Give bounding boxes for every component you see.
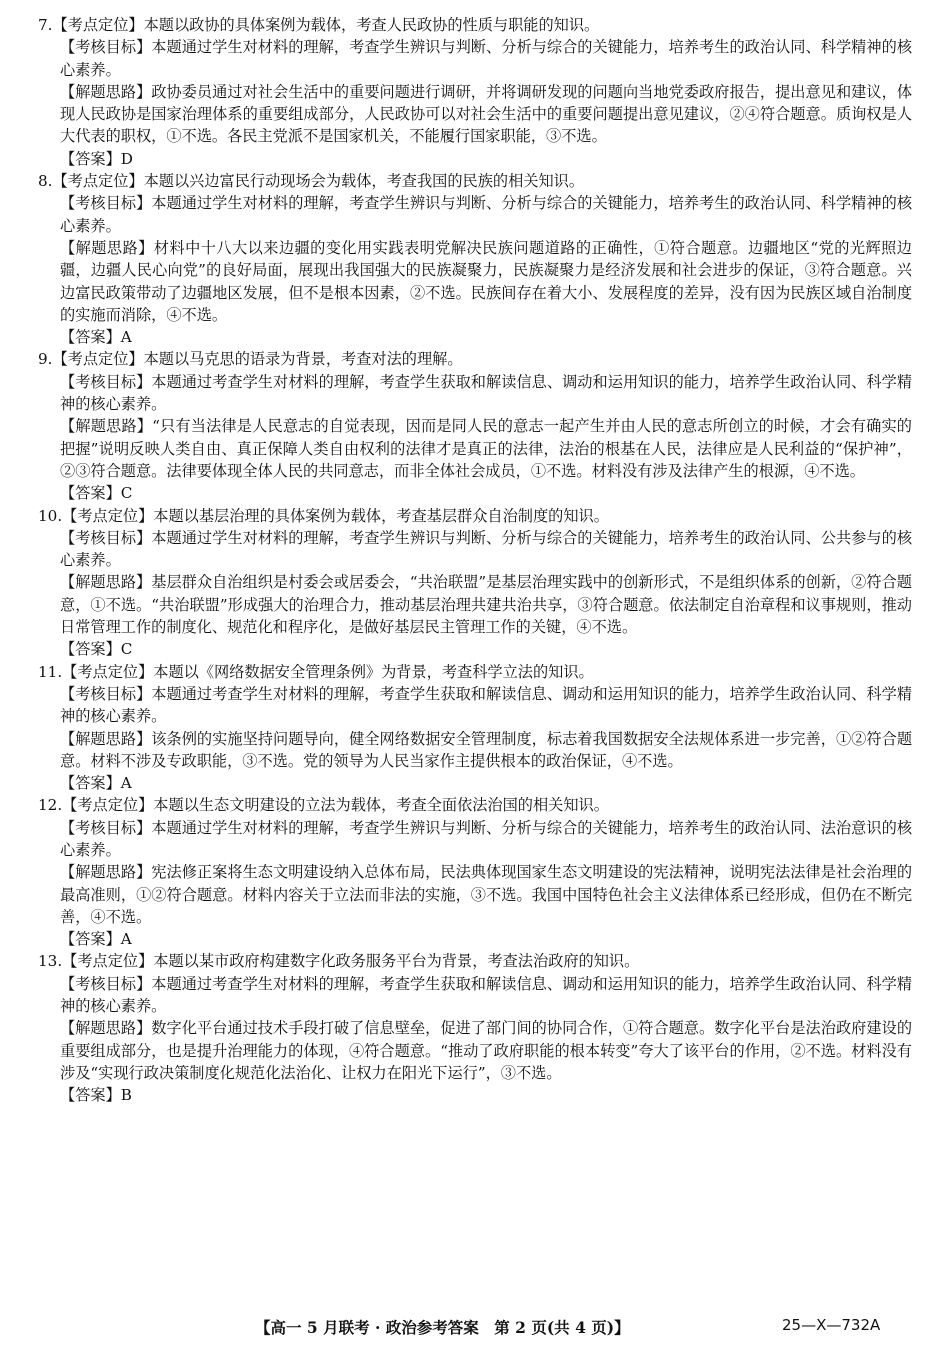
q12-point: 12.【考点定位】本题以生态文明建设的立法为载体，考查全面依法治国的相关知识。: [38, 796, 609, 815]
question-10: [38, 505, 912, 661]
q12-answer: 【答案】A: [60, 930, 132, 949]
q11-answer: 【答案】A: [60, 774, 132, 793]
question-12: [38, 794, 912, 950]
answer-content: [38, 14, 912, 1107]
q10-analysis: 【解题思路】基层群众自治组织是村委会或居委会，“共治联盟”是基层治理实践中的创新形式，不是组织体系的创新，②符合题意，①不选。“共治联盟”形成强大的治理合力，推动基层治理共建共治共享，③符合题意。依法制定自治章程和议事规则，推动日常管理工作的制度化、规范化和程序化，是做好基层民主管理工作的关键，④不选。: [60, 573, 912, 637]
footer-code: 25—X—732A: [782, 1316, 881, 1334]
q13-point: 13.【考点定位】本题以某市政府构建数字化政务服务平台为背景，考查法治政府的知识。: [38, 952, 640, 971]
q13-analysis: 【解题思路】数字化平台通过技术手段打破了信息壁垒，促进了部门间的协同合作，①符合题意。数字化平台是法治政府建设的重要组成部分，也是提升治理能力的体现，④符合题意。“推动了政府职能的根本转变”夸大了该平台的作用，②不选。材料没有涉及“实现行政决策制度化规范化法治化、让权力在阳光下运行”，③不选。: [60, 1019, 912, 1082]
q8-point: 8.【考点定位】本题以兴边富民行动现场会为载体，考查我国的民族的相关知识。: [38, 172, 585, 191]
q9-analysis: 【解题思路】“只有当法律是人民意志的自觉表现，因而是同人民的意志一起产生并由人民的意志所创立的时候，才会有确实的把握”说明反映人类自由、真正保障人类自由权利的法律才是真正的法律，法治的根基在人民，法律应是人民利益的“保护神”，②③符合题意。法律要体现全体人民的共同意志，而非全体社会成员，①不选。材料没有涉及法律产生的根源，④不选。: [60, 417, 912, 480]
q12-analysis: 【解题思路】宪法修正案将生态文明建设纳入总体布局，民法典体现国家生态文明建设的宪法精神，说明宪法法律是社会治理的最高准则，①②符合题意。材料内容关于立法而非法的实施，③不选。我国中国特色社会主义法律体系已经形成，但仍在不断完善，④不选。: [60, 863, 912, 926]
q7-answer: 【答案】D: [60, 149, 133, 168]
question-13: [38, 950, 912, 1106]
q11-goal: 【考核目标】本题通过考查学生对材料的理解，考查学生获取和解读信息、调动和运用知识的能力，培养学生政治认同、科学精神的核心素养。: [60, 684, 912, 726]
q10-answer: 【答案】C: [60, 640, 133, 659]
q10-goal: 【考核目标】本题通过学生对材料的理解，考查学生辨识与判断、分析与综合的关键能力，培养考生的政治认同、公共参与的核心素养。: [60, 528, 912, 570]
question-9: [38, 348, 912, 504]
q9-point: 9.【考点定位】本题以马克思的语录为背景，考查对法的理解。: [38, 350, 463, 369]
q13-answer: 【答案】B: [60, 1086, 132, 1105]
q12-goal: 【考核目标】本题通过学生对材料的理解，考查学生辨识与判断、分析与综合的关键能力，培养考生的政治认同、法治意识的核心素养。: [60, 818, 912, 859]
question-11: [38, 661, 912, 795]
q9-answer: 【答案】C: [60, 484, 133, 503]
q7-point: 7.【考点定位】本题以政协的具体案例为载体，考查人民政协的性质与职能的知识。: [38, 16, 600, 34]
q11-analysis: 【解题思路】该条例的实施坚持问题导向，健全网络数据安全管理制度，标志着我国数据安全法规体系进一步完善，①②符合题意。材料不涉及专政职能，③不选。党的领导为人民当家作主提供根本的政治保证，④不选。: [60, 729, 912, 770]
q7-goal: 【考核目标】本题通过学生对材料的理解，考查学生辨识与判断、分析与综合的关键能力，培养考生的政治认同、科学精神的核心素养。: [60, 38, 912, 79]
q7-analysis: 【解题思路】政协委员通过对社会生活中的重要问题进行调研，并将调研发现的问题向当地党委政府报告，提出意见和建议，体现人民政协是国家治理体系的重要组成部分，人民政协可以对社会生活中的重要问题提出意见建议，②④符合题意。质询权是人大代表的职权，①不选。各民主党派不是国家机关，不能履行国家职能，③不选。: [60, 82, 912, 146]
q13-goal: 【考核目标】本题通过考查学生对材料的理解，考查学生获取和解读信息、调动和运用知识的能力，培养学生政治认同、科学精神的核心素养。: [60, 974, 912, 1016]
q8-analysis: 【解题思路】材料中十八大以来边疆的变化用实践表明党解决民族问题道路的正确性，①符合题意。边疆地区“党的光辉照边疆，边疆人民心向党”的良好局面，展现出我国强大的民族凝聚力，民族凝聚力是经济发展和社会进步的保证，③符合题意。兴边富民政策带动了边疆地区发展，但不是根本因素，②不选。民族间存在着大小、发展程度的差异，没有因为民族区域自治制度的实施而消除，④不选。: [60, 238, 912, 324]
q10-point: 10.【考点定位】本题以基层治理的具体案例为载体，考查基层群众自治制度的知识。: [38, 506, 609, 525]
question-8: [38, 170, 912, 348]
question-7: [38, 14, 912, 170]
q8-answer: 【答案】A: [60, 328, 132, 347]
footer-title: 【高一 5 月联考 · 政治参考答案 第 2 页(共 4 页)】: [255, 1318, 630, 1337]
q8-goal: 【考核目标】本题通过学生对材料的理解，考查学生辨识与判断、分析与综合的关键能力，培养考生的政治认同、科学精神的核心素养。: [60, 194, 912, 235]
q11-point: 11.【考点定位】本题以《网络数据安全管理条例》为背景，考查科学立法的知识。: [38, 662, 594, 681]
q9-goal: 【考核目标】本题通过考查学生对材料的理解，考查学生获取和解读信息、调动和运用知识的能力，培养学生政治认同、科学精神的核心素养。: [60, 372, 912, 414]
